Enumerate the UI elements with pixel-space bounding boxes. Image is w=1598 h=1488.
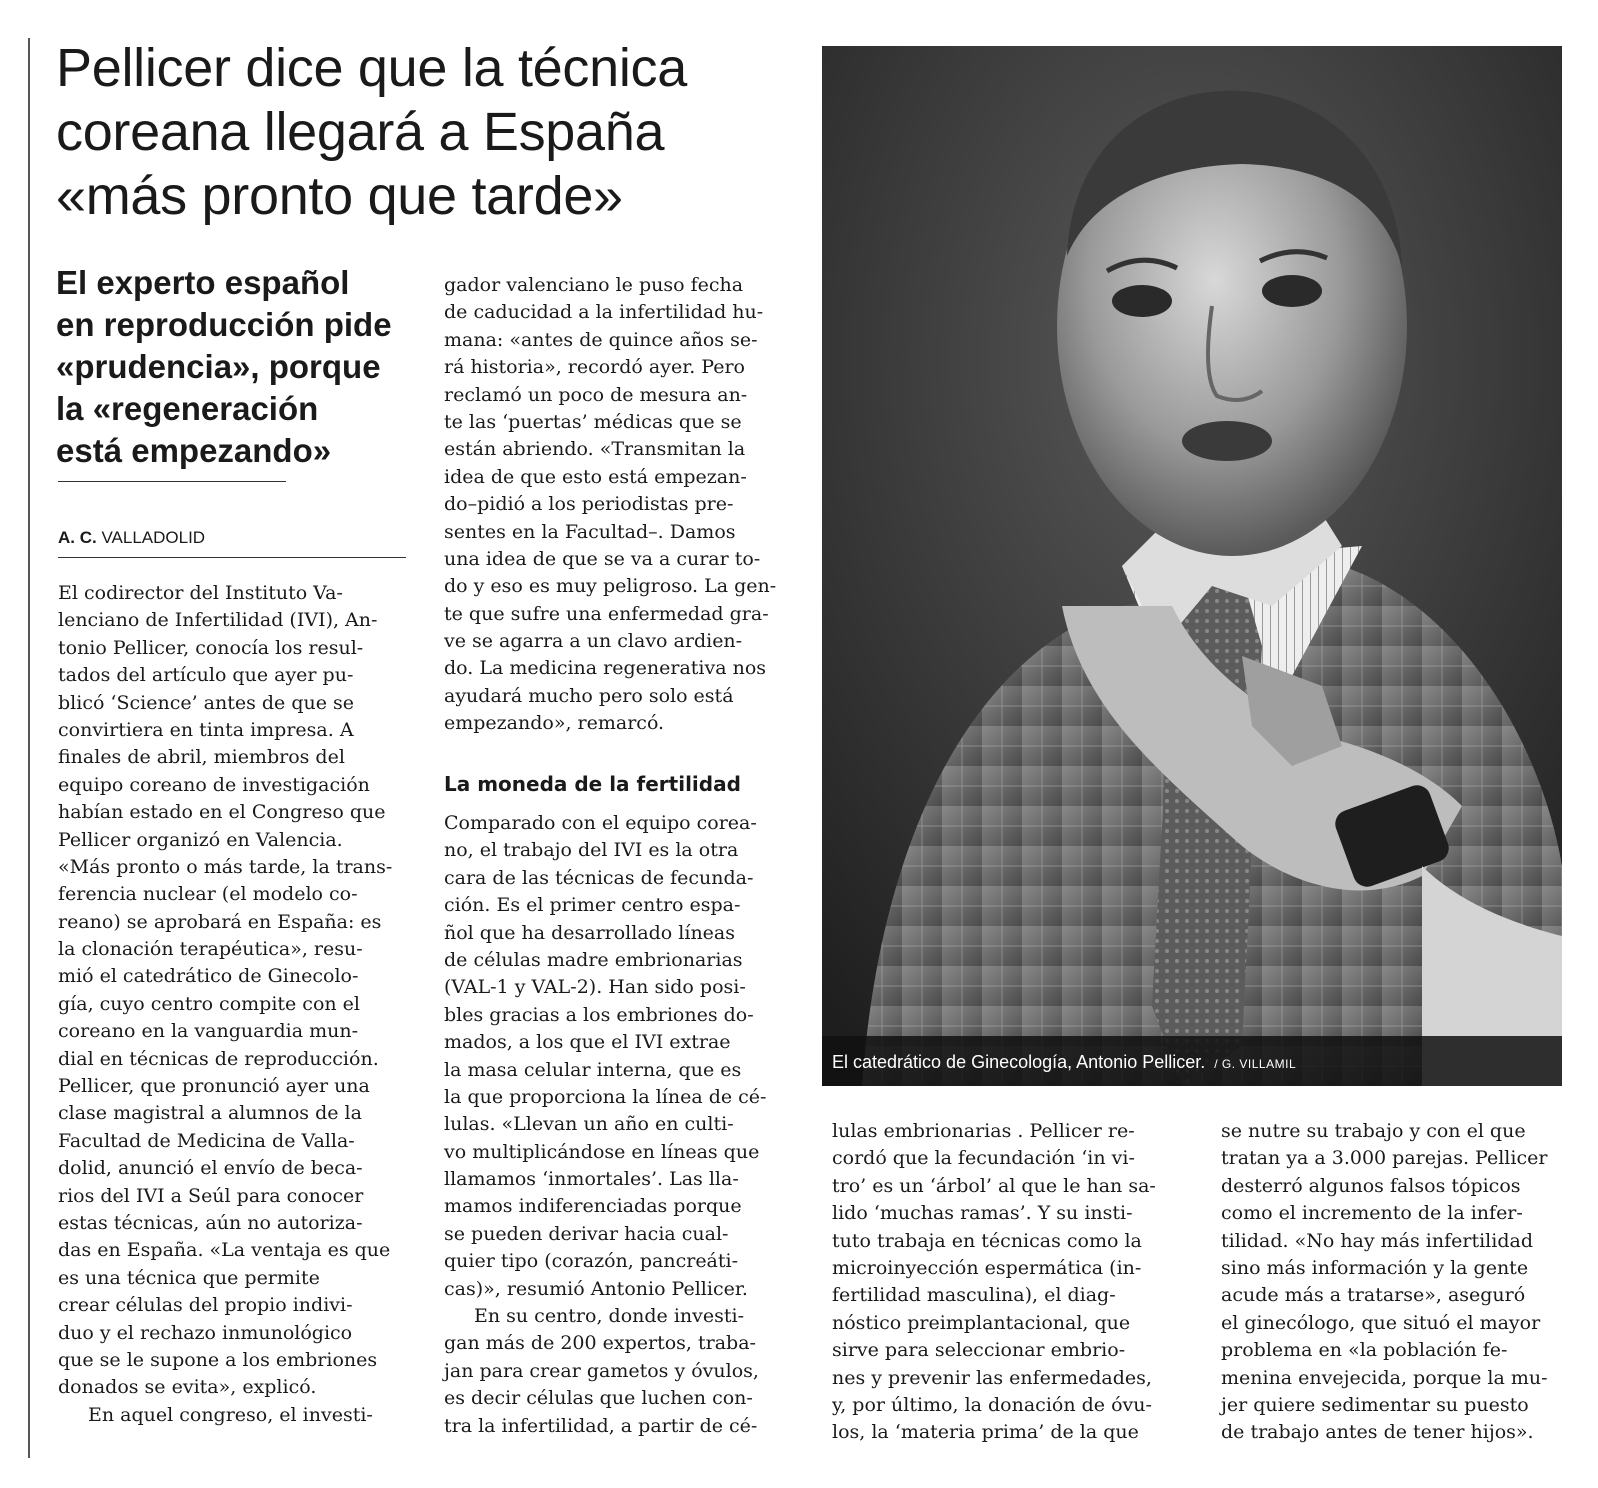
article-text-line: bles gracias a los embriones do- [444,1003,754,1026]
article-text-line: crear células del propio indivi- [58,1294,353,1317]
article-text-line: se pueden derivar hacia cual- [444,1222,729,1245]
article-column-4 [1221,1118,1573,1447]
article-text-line: y, por último, la donación de óvu- [832,1393,1152,1416]
article-text-line: Facultad de Medicina de Valla- [58,1129,355,1152]
article-text-line: finales de abril, miembros del [58,746,345,769]
article-text-line: te que sufre una enfermedad gra- [444,602,769,625]
article-text-line: dolid, anunció el envío de beca- [58,1157,363,1180]
article-text-line: nes y prevenir las enfermedades, [832,1366,1152,1389]
byline-rule [58,557,406,558]
article-column-2-bottom [444,810,794,1440]
article-text-line: idea de que esto está empezan- [444,465,747,488]
article-text-line: (VAL-1 y VAL-2). Han sido posi- [444,976,746,999]
article-text-line: sirve para seleccionar embrio- [832,1339,1126,1362]
photo-credit: / G. VILLAMIL [1214,1057,1297,1071]
headline-line: «más pronto que tarde» [56,166,623,226]
article-text-line: problema en «la población fe- [1221,1339,1508,1362]
article-text-line: no, el trabajo del IVI es la otra [444,839,739,862]
article-text-line: microinyección espermática (in- [832,1256,1142,1279]
article-text-line: do–pidió a los periodistas pre- [444,493,734,516]
article-text-line: quier tipo (corazón, pancreáti- [444,1250,739,1273]
article-text-line: ve se agarra a un clavo ardien- [444,630,743,653]
article-text-line: «Más pronto o más tarde, la trans- [58,855,393,878]
article-text-line: de caducidad a la infertilidad hu- [444,301,764,324]
article-text-line: la masa celular interna, que es [444,1058,742,1081]
article-text-line: tro’ es un ‘árbol’ al que le han sa- [832,1174,1156,1197]
article-text-line: sino más información y la gente [1221,1256,1529,1279]
headline [56,36,796,228]
article-text-line: tuto trabaja en técnicas como la [832,1229,1142,1252]
article-text-line: gía, cuyo centro compite con el [58,992,360,1015]
article-text-line: lido ‘muchas ramas’. Y su insti- [832,1202,1133,1225]
article-text-line: vo multiplicándose en líneas que [444,1140,760,1163]
article-text-line: tados del artículo que ayer pu- [58,664,354,687]
subheadline-line: la «regeneración [56,390,319,427]
article-text-line: empezando», remarcó. [444,712,665,735]
article-text-line: equipo coreano de investigación [58,773,370,796]
article-text-line: cara de las técnicas de fecunda- [444,866,754,889]
article-text-line: nóstico preimplantacional, que [832,1311,1131,1334]
article-text-line: es decir células que luchen con- [444,1387,753,1410]
article-text-line: Pellicer, que pronunció ayer una [58,1075,370,1098]
article-text-line: mana: «antes de quince años se- [444,328,758,351]
article-text-line: En su centro, donde investi- [474,1305,744,1328]
headline-line: coreana llegará a España [56,102,665,162]
subheadline-line: El experto español [56,264,350,301]
article-text-line: tratan ya a 3.000 parejas. Pellicer [1221,1147,1548,1170]
caption-text: El catedrático de Ginecología, Antonio Pellicer. [832,1052,1206,1072]
headline-line: Pellicer dice que la técnica [56,38,687,98]
article-text-line: convirtiera en tinta impresa. A [58,718,354,741]
article-text-line: desterró algunos falsos tópicos [1221,1174,1521,1197]
article-text-line: lenciano de Infertilidad (IVI), An- [58,609,378,632]
subheadline-rule [58,481,286,482]
article-text-line: tonio Pellicer, conocía los resul- [58,636,364,659]
article-text-line: fertilidad masculina), el diag- [832,1284,1116,1307]
article-column-2-top [444,272,794,738]
article-text-line: te las ‘puertas’ médicas que se [444,410,742,433]
article-text-line: ayudará mucho pero solo está [444,684,734,707]
article-text-line: Comparado con el equipo corea- [444,812,757,834]
page-edge-rule [28,38,30,1458]
article-column-3 [832,1118,1184,1447]
article-text-line: das en España. «La ventaja es que [58,1239,391,1262]
section-heading: La moneda de la fertilidad [444,772,741,796]
article-text-line: do y eso es muy peligroso. La gen- [444,575,777,598]
article-text-line: lulas embrionarias . Pellicer re- [832,1120,1135,1142]
article-text-line: jer quiere sedimentar su puesto [1221,1393,1529,1416]
article-text-line: de trabajo antes de tener hijos». [1221,1421,1534,1444]
article-text-line: como el incremento de la infer- [1221,1202,1523,1225]
subheadline-line: «prudencia», porque [56,348,381,385]
article-text-line: blicó ‘Science’ antes de que se [58,691,355,714]
photo-caption [832,1052,1296,1073]
article-text-line: los, la ‘materia prima’ de la que [832,1421,1139,1444]
article-column-1 [58,580,408,1429]
byline-place: VALLADOLID [101,528,206,547]
article-text-line: que se le supone a los embriones [58,1348,378,1371]
article-text-line: mados, a los que el IVI extrae [444,1031,731,1054]
subheadline [56,262,406,472]
subheadline-line: en reproducción pide [56,306,392,343]
article-text-line: clase magistral a alumnos de la [58,1102,362,1125]
article-text-line: se nutre su trabajo y con el que [1221,1120,1526,1142]
article-text-line: ferencia nuclear (el modelo co- [58,883,358,906]
article-text-line: mió el catedrático de Ginecolo- [58,965,359,988]
byline [58,528,205,548]
article-text-line: tilidad. «No hay más infertilidad [1221,1229,1533,1252]
article-text-line: jan para crear gametos y óvulos, [444,1359,759,1382]
article-text-line: El codirector del Instituto Va- [58,582,343,604]
article-text-line: habían estado en el Congreso que [58,801,386,824]
article-text-line: rá historia», recordó ayer. Pero [444,356,745,379]
article-text-line: gan más de 200 expertos, traba- [444,1332,756,1355]
byline-author: A. C. [58,528,97,547]
article-text-line: reano) se aprobará en España: es [58,910,382,933]
article-text-line: gador valenciano le puso fecha [444,274,744,296]
article-text-line: lulas. «Llevan un año en culti- [444,1113,734,1136]
article-text-line: ñol que ha desarrollado líneas [444,921,736,944]
subheadline-line: está empezando» [56,432,332,469]
article-text-line: Pellicer organizó en Valencia. [58,828,343,851]
article-text-line: do. La medicina regenerativa nos [444,657,767,680]
article-text-line: ción. Es el primer centro espa- [444,894,741,917]
article-text-line: cas)», resumió Antonio Pellicer. [444,1277,748,1300]
article-text-line: estas técnicas, aún no autoriza- [58,1211,363,1234]
article-text-line: dial en técnicas de reproducción. [58,1047,379,1070]
article-text-line: duo y el rechazo inmunológico [58,1321,353,1344]
article-text-line: menina envejecida, porque la mu- [1221,1366,1548,1389]
article-text-line: donados se evita», explicó. [58,1376,317,1399]
article-text-line: cordó que la fecundación ‘in vi- [832,1147,1135,1170]
article-text-line: de células madre embrionarias [444,948,743,971]
article-text-line: mamos indiferenciadas porque [444,1195,742,1218]
article-text-line: llamamos ‘inmortales’. Las lla- [444,1168,739,1191]
article-text-line: la clonación terapéutica», resu- [58,938,363,961]
article-text-line: el ginecólogo, que situó el mayor [1221,1311,1541,1334]
portrait-illustration [822,46,1562,1086]
article-text-line: acude más a tratarse», aseguró [1221,1284,1526,1307]
article-text-line: es una técnica que permite [58,1266,320,1289]
article-text-line: están abriendo. «Transmitan la [444,438,746,461]
article-text-line: la que proporciona la línea de cé- [444,1085,767,1108]
article-text-line: tra la infertilidad, a partir de cé- [444,1414,758,1437]
portrait-photo [822,46,1562,1086]
article-text-line: una idea de que se va a curar to- [444,547,761,570]
article-text-line: reclamó un poco de mesura an- [444,383,748,406]
article-text-line: En aquel congreso, el investi- [88,1403,373,1426]
article-text-line: sentes en la Facultad–. Damos [444,520,736,543]
article-text-line: coreano en la vanguardia mun- [58,1020,359,1043]
article-text-line: rios del IVI a Seúl para conocer [58,1184,364,1207]
